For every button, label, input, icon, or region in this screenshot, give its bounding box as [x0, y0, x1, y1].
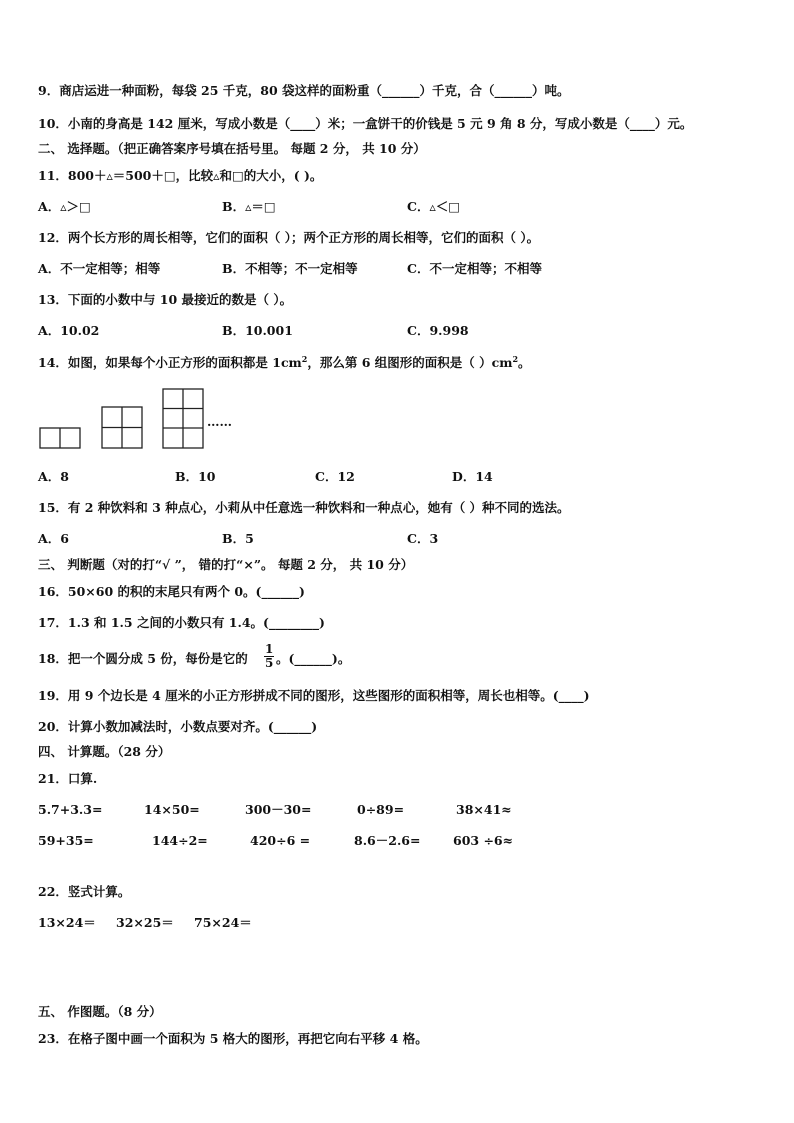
q11-option-c: C．▵＜□	[407, 199, 461, 214]
q13-option-a: A．10.02	[38, 323, 100, 338]
q14-ellipsis: ……	[207, 414, 232, 429]
section-4-heading: 四、 计算题。（28 分）	[38, 744, 171, 759]
q14-stem-a: 14．如图，如果每个小正方形的面积都是 1cm	[38, 355, 302, 370]
q14-sup-1: 2	[301, 353, 308, 364]
question-10: 10．小南的身高是 142 厘米，写成小数是（____）米；一盒饼干的价钱是 5 元 9 角 8 分，写成小数是（____）元。	[38, 116, 693, 131]
q14-option-c: C．12	[315, 469, 355, 484]
q14-group-3	[163, 389, 203, 448]
q18-fraction-numerator: 1	[265, 642, 274, 656]
q14-figure	[0, 385, 794, 465]
q22-item-3: 75×24＝	[194, 915, 252, 930]
q22-item-2: 32×25＝	[116, 915, 174, 930]
q21-r1-c3: 300－30=	[245, 802, 312, 817]
question-15: 15．有 2 种饮料和 3 种点心，小莉从中任意选一种饮料和一种点心，她有（ ）种不同的选法。	[38, 500, 570, 515]
q14-stem-b: ，那么第 6 组图形的面积是（ ）cm	[307, 355, 513, 370]
question-20: 20．计算小数加减法时，小数点要对齐。(______)	[38, 719, 318, 734]
q14-option-d: D．14	[452, 469, 493, 484]
q21-r1-c4: 0÷89=	[357, 802, 405, 817]
q11-option-a: A．▵＞□	[38, 199, 91, 214]
section-5-heading: 五、 作图题。（8 分）	[38, 1004, 162, 1019]
q13-option-c: C．9.998	[407, 323, 469, 338]
question-14	[38, 355, 531, 371]
q22-item-1: 13×24＝	[38, 915, 96, 930]
q14-group-2	[102, 407, 142, 448]
question-16: 16．50×60 的积的末尾只有两个 0。(______)	[38, 584, 305, 599]
q21-r1-c1: 5.7+3.3=	[38, 802, 103, 817]
q21-r1-c2: 14×50=	[144, 802, 200, 817]
question-13: 13．下面的小数中与 10 最接近的数是（ ）。	[38, 292, 293, 307]
question-12: 12．两个长方形的周长相等，它们的面积（ ）；两个正方形的周长相等，它们的面积（ ）。	[38, 230, 540, 245]
q13-option-b: B．10.001	[222, 323, 293, 338]
question-9: 9．商店运进一种面粉，每袋 25 千克，80 袋这样的面粉重（______）千克，合（______）吨。	[38, 83, 570, 98]
question-19: 19．用 9 个边长是 4 厘米的小正方形拼成不同的图形，这些图形的面积相等，周长也相等。(____)	[38, 688, 590, 703]
q21-r1-c5: 38×41≈	[456, 802, 512, 817]
q15-option-b: B．5	[222, 531, 254, 546]
q12-option-c: C．不一定相等；不相等	[407, 261, 542, 276]
q14-sup-2: 2	[512, 353, 519, 364]
q21-r2-c2: 144÷2=	[152, 833, 208, 848]
question-17: 17．1.3 和 1.5 之间的小数只有 1.4。(________)	[38, 615, 325, 630]
q12-option-a: A．不一定相等；相等	[38, 261, 161, 276]
q14-option-a: A．8	[38, 469, 69, 484]
q15-option-c: C．3	[407, 531, 439, 546]
q21-r2-c5: 603 ÷6≈	[453, 833, 514, 848]
question-18	[38, 651, 248, 667]
q18-after: 。(______)。	[276, 651, 351, 666]
q14-stem-c: 。	[518, 355, 531, 370]
q12-option-b: B．不相等；不一定相等	[222, 261, 358, 276]
q18-fraction	[264, 643, 274, 670]
q18-fraction-denominator: 5	[265, 656, 274, 670]
section-3-heading: 三、 判断题（对的打“√ ”， 错的打“×”。 每题 2 分， 共 10 分）	[38, 557, 414, 572]
question-22-title: 22．竖式计算。	[38, 884, 131, 899]
q15-option-a: A．6	[38, 531, 69, 546]
q21-r2-c1: 59+35=	[38, 833, 94, 848]
question-23: 23．在格子图中画一个面积为 5 格大的图形，再把它向右平移 4 格。	[38, 1031, 428, 1046]
q14-option-b: B．10	[175, 469, 216, 484]
question-11: 11．800＋▵＝500＋□，比较▵和□的大小，( )。	[38, 168, 323, 183]
q21-r2-c4: 8.6－2.6=	[354, 833, 421, 848]
q14-group-1	[40, 428, 80, 448]
section-2-heading: 二、 选择题。（把正确答案序号填在括号里。 每题 2 分， 共 10 分）	[38, 141, 426, 156]
q11-option-b: B．▵＝□	[222, 199, 276, 214]
q21-r2-c3: 420÷6 =	[250, 833, 311, 848]
q18-before: 18．把一个圆分成 5 份，每份是它的	[38, 651, 248, 666]
question-21-title: 21．口算.	[38, 771, 98, 786]
